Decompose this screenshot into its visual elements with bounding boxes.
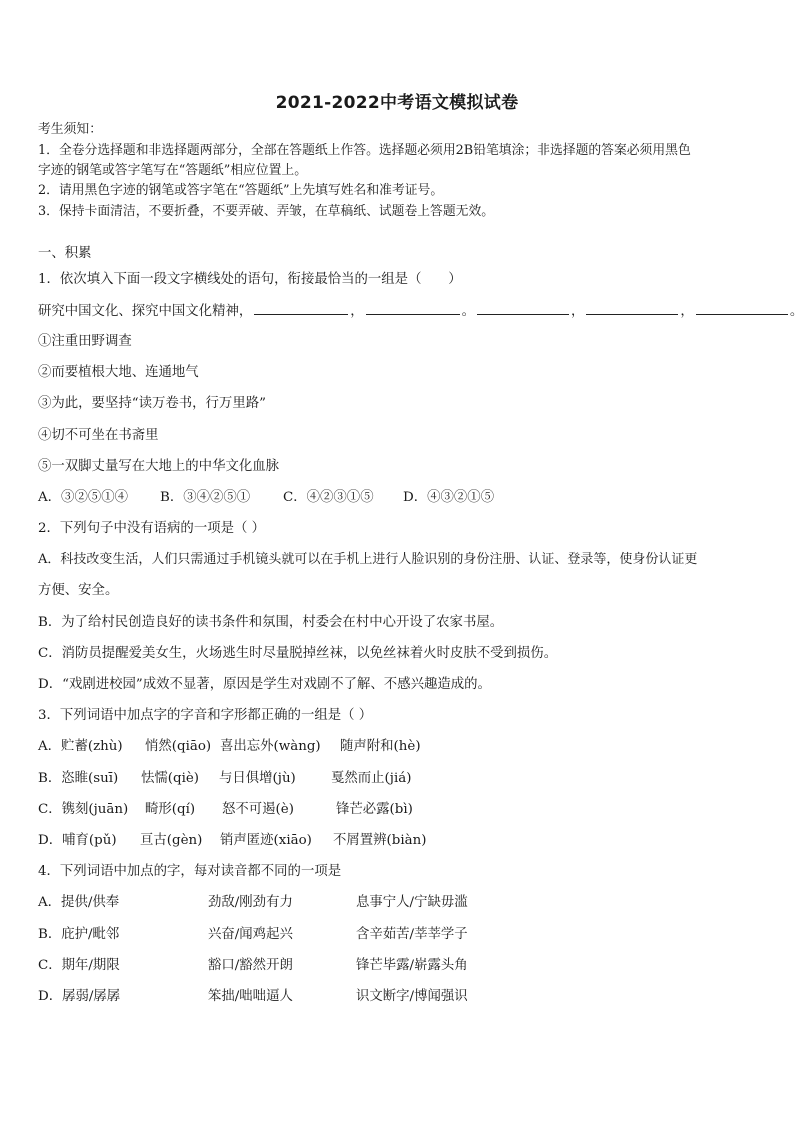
q1-option-c[interactable]: C．④②③①⑤ [283, 490, 374, 505]
notice-item-1: 1．全卷分选择题和非选择题两部分，全部在答题纸上作答。选择题必须用2B铅笔填涂；非选择题的答案必须用黑色 [38, 143, 691, 158]
q1-passage-start: 研究中国文化、探究中国文化精神， [38, 304, 253, 319]
q2-option-d[interactable]: D．“戏剧进校园”成效不显著，原因是学生对戏剧不了解、不感兴趣造成的。 [38, 677, 491, 692]
q3-a-word-3: 喜出忘外(wàng) [220, 739, 321, 754]
q1-sep-3: ， [571, 304, 585, 319]
q1-sep-4: ， [680, 304, 694, 319]
q4-d-pair-2: 笨拙/咄咄逼人 [208, 989, 293, 1004]
q3-d-word-4: 不屑置辨(biàn) [333, 833, 427, 848]
notice-heading: 考生须知： [38, 122, 102, 137]
q4-c-pair-1[interactable]: C．期年/期限 [38, 958, 120, 973]
q1-passage [38, 302, 803, 321]
q2-stem: 2．下列句子中没有语病的一项是（ ） [38, 521, 266, 536]
q3-c-word-4: 锋芒必露(bì) [336, 802, 413, 817]
q4-c-pair-2: 豁口/豁然开朗 [208, 958, 293, 973]
q4-c-pair-3: 锋芒毕露/崭露头角 [356, 958, 468, 973]
answer-blank-4[interactable] [586, 302, 678, 315]
notice-item-3: 3．保持卡面清洁，不要折叠，不要弄破、弄皱，在草稿纸、试题卷上答题无效。 [38, 204, 495, 219]
q4-a-pair-1[interactable]: A．提供/供奉 [38, 895, 120, 910]
page-title: 2021-2022中考语文模拟试卷 [275, 93, 519, 113]
q3-b-word-4: 戛然而止(jiá) [331, 771, 412, 786]
q1-sep-1: ， [350, 304, 364, 319]
answer-blank-5[interactable] [696, 302, 788, 315]
q4-b-pair-3: 含辛茹苦/莘莘学子 [356, 927, 468, 942]
q1-item-2: ②而要植根大地、连通地气 [38, 365, 199, 380]
q2-option-c[interactable]: C．消防员提醒爱美女生，火场逃生时尽量脱掉丝袜，以免丝袜着火时皮肤不受到损伤。 [38, 646, 558, 661]
q3-a-word-1[interactable]: A．贮蓄(zhù) [38, 739, 123, 754]
q3-d-word-2: 亘古(gèn) [140, 833, 203, 848]
q4-a-pair-2: 劲敌/刚劲有力 [208, 895, 293, 910]
q3-d-word-3: 销声匿迹(xiāo) [220, 833, 312, 848]
q2-option-a-cont: 方便、安全。 [38, 583, 119, 598]
q2-option-a[interactable]: A．科技改变生活，人们只需通过手机镜头就可以在手机上进行人脸识别的身份注册、认证、登录等，使身份认证更 [38, 552, 698, 567]
q1-item-3: ③为此，要坚持“读万卷书，行万里路” [38, 396, 266, 411]
q3-a-word-2: 悄然(qiāo) [145, 739, 212, 754]
q3-a-word-4: 随声附和(hè) [340, 739, 421, 754]
q1-item-5: ⑤一双脚丈量写在大地上的中华文化血脉 [38, 459, 280, 474]
q3-b-word-1[interactable]: B．恣睢(suī) [38, 771, 119, 786]
q3-stem: 3．下列词语中加点字的字音和字形都正确的一组是（ ） [38, 708, 373, 723]
answer-blank-3[interactable] [477, 302, 569, 315]
notice-item-1-cont: 字迹的钢笔或答字笔写在“答题纸”相应位置上。 [38, 163, 308, 178]
q3-d-word-1[interactable]: D．哺育(pǔ) [38, 833, 117, 848]
q1-option-b[interactable]: B．③④②⑤① [160, 490, 251, 505]
q1-stem: 1．依次填入下面一段文字横线处的语句，衔接最恰当的一组是（ ） [38, 272, 462, 287]
q2-option-b[interactable]: B．为了给村民创造良好的读书条件和氛围，村委会在村中心开设了农家书屋。 [38, 615, 504, 630]
notice-item-2: 2．请用黑色字迹的钢笔或答字笔在“答题纸”上先填写姓名和准考证号。 [38, 183, 444, 198]
answer-blank-1[interactable] [254, 302, 348, 315]
q1-option-a[interactable]: A．③②⑤①④ [38, 490, 129, 505]
q3-b-word-3: 与日俱增(jù) [219, 771, 296, 786]
q4-stem: 4．下列词语中加点的字，每对读音都不同的一项是 [38, 864, 342, 879]
section-heading: 一、积累 [38, 246, 92, 261]
q1-option-d[interactable]: D．④③②①⑤ [403, 490, 495, 505]
q4-a-pair-3: 息事宁人/宁缺毋滥 [356, 895, 468, 910]
q1-item-4: ④切不可坐在书斋里 [38, 428, 159, 443]
q1-sep-5: 。 [789, 304, 803, 319]
q3-c-word-2: 畸形(qí) [145, 802, 196, 817]
q3-b-word-2: 怯懦(qiè) [141, 771, 200, 786]
q1-item-1: ①注重田野调查 [38, 334, 132, 349]
q3-c-word-3: 怒不可遏(è) [222, 802, 294, 817]
q1-sep-2: 。 [461, 304, 476, 319]
answer-blank-2[interactable] [366, 302, 460, 315]
q4-d-pair-1[interactable]: D．孱弱/孱孱 [38, 989, 121, 1004]
q3-c-word-1[interactable]: C．镌刻(juān) [38, 802, 129, 817]
q4-b-pair-2: 兴奋/闻鸡起兴 [208, 927, 293, 942]
q4-d-pair-3: 识文断字/博闻强识 [356, 989, 468, 1004]
q4-b-pair-1[interactable]: B．庇护/毗邻 [38, 927, 120, 942]
